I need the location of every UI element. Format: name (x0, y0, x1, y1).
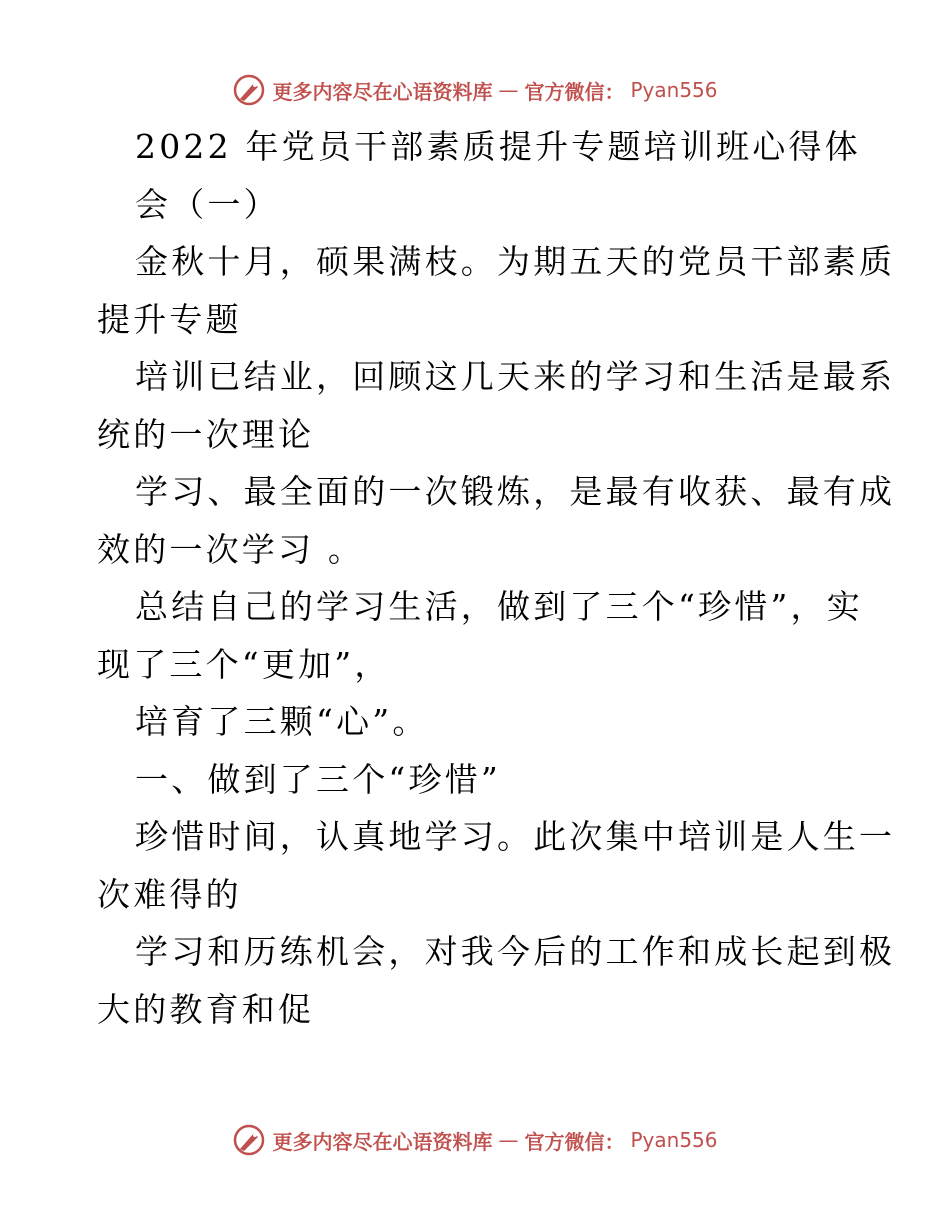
watermark-dash: — (498, 78, 519, 102)
text-line: 培育了三颗“心”。 (135, 702, 429, 741)
document-body (97, 118, 896, 1038)
footer-watermark (0, 1120, 950, 1160)
text-line: 2022 年党员干部素质提升专题培训班心得体 (135, 127, 861, 166)
text-line: 总结自己的学习生活，做到了三个“珍惜”，实 (135, 587, 863, 626)
text-line: 次难得的 (97, 874, 242, 914)
watermark-wechat-id: Pyan556 (630, 78, 718, 102)
pen-nib-logo-icon (232, 73, 266, 107)
text-line: 统的一次理论 (97, 414, 315, 454)
text-line: 金秋十月，硕果满枝。为期五天的党员干部素质 (135, 242, 896, 281)
watermark-wechat-label: 官方微信： (524, 79, 625, 104)
watermark-site-text: 更多内容尽在心语资料库 (272, 79, 493, 104)
text-line: 学习和历练机会，对我今后的工作和成长起到极 (135, 932, 896, 971)
watermark-dash: — (498, 1128, 519, 1152)
text-line: 现了三个“更加”， (97, 644, 391, 684)
text-line: 提升专题 (97, 299, 242, 339)
text-line: 会（一） (135, 184, 280, 224)
text-line: 一、做到了三个“珍惜” (135, 759, 501, 799)
text-line: 珍惜时间，认真地学习。此次集中培训是人生一 (135, 817, 896, 856)
text-line: 培训已结业，回顾这几天来的学习和生活是最系 (135, 357, 896, 396)
watermark-wechat-label: 官方微信： (524, 1129, 625, 1154)
watermark-wechat-id: Pyan556 (630, 1128, 718, 1152)
pen-nib-logo-icon (232, 1123, 266, 1157)
header-watermark (0, 70, 950, 110)
text-line: 学习、最全面的一次锻炼，是最有收获、最有成 (135, 472, 896, 511)
text-line: 效的一次学习 。 (97, 529, 365, 569)
text-line: 大的教育和促 (97, 989, 315, 1029)
watermark-site-text: 更多内容尽在心语资料库 (272, 1129, 493, 1154)
